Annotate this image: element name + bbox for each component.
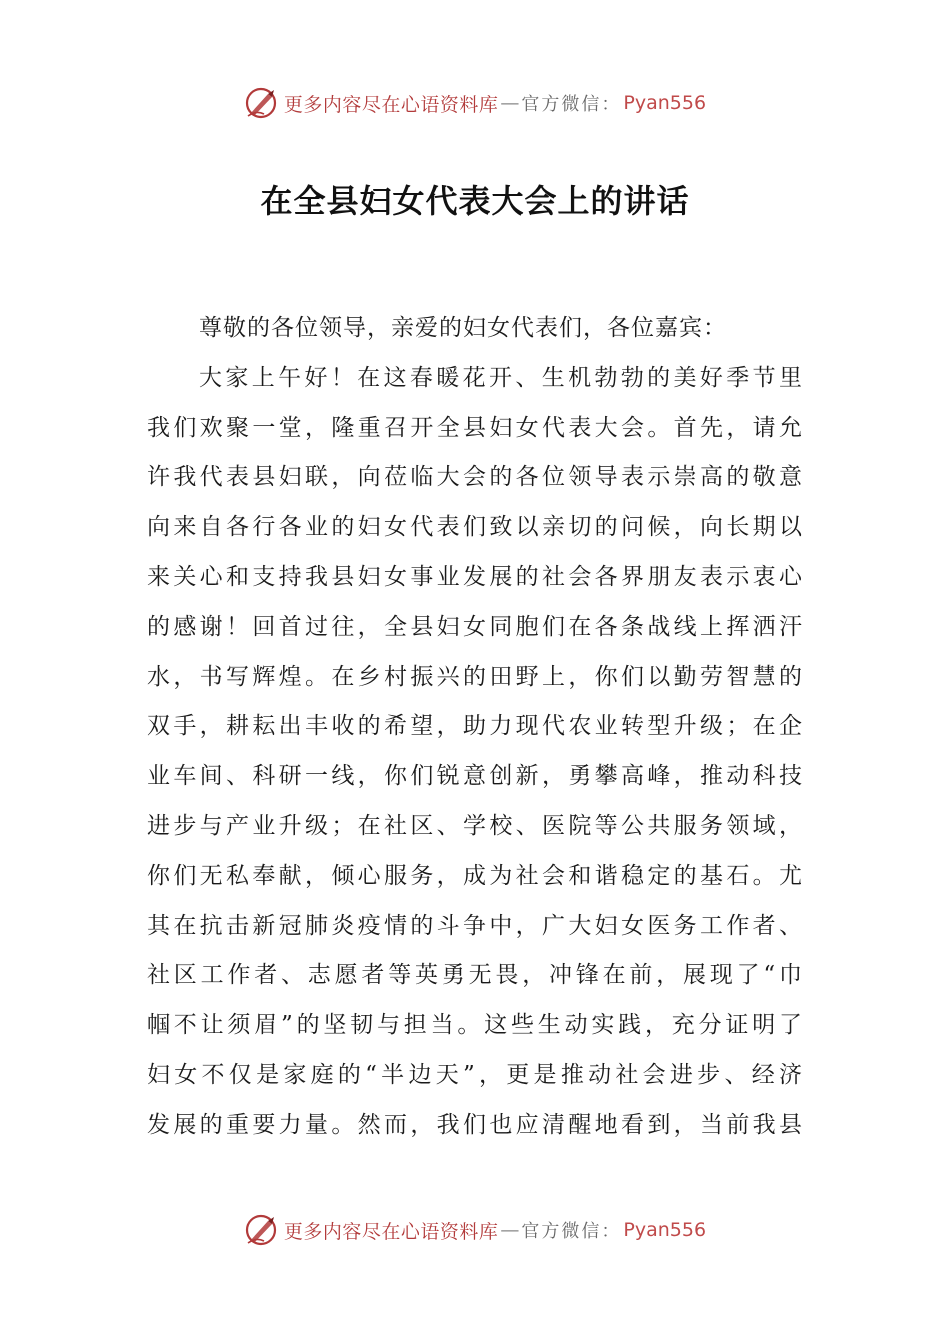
paragraph-line: 社区工作者、志愿者等英勇无畏，冲锋在前，展现了“巾 [147, 962, 803, 989]
paragraph-line: 其在抗击新冠肺炎疫情的斗争中，广大妇女医务工作者、 [147, 912, 803, 939]
watermark-wechat-label: 官方微信： [521, 94, 622, 115]
paragraph-line: 大家上午好！在这春暖花开、生机勃勃的美好季节里 [199, 364, 803, 391]
paragraph-line: 来关心和支持我县妇女事业发展的社会各界朋友表示衷心 [147, 563, 803, 590]
watermark-content [244, 1213, 706, 1247]
paragraph-line: 我们欢聚一堂，隆重召开全县妇女代表大会。首先，请允 [147, 414, 803, 441]
pen-logo-icon [244, 1213, 278, 1247]
document-body [147, 304, 803, 1151]
paragraph-line: 许我代表县妇联，向莅临大会的各位领导表示崇高的敬意 [147, 464, 803, 491]
paragraph-line: 妇女不仅是家庭的“半边天”，更是推动社会进步、经济 [147, 1061, 803, 1088]
watermark-wechat-id: Pyan556 [623, 92, 707, 114]
paragraph-line: 发展的重要力量。然而，我们也应清醒地看到，当前我县 [147, 1111, 803, 1138]
pen-logo-icon [244, 86, 278, 120]
paragraph-line: 进步与产业升级；在社区、学校、医院等公共服务领域， [147, 812, 803, 839]
paragraph-line: 帼不让须眉”的坚韧与担当。这些生动实践，充分证明了 [147, 1012, 803, 1039]
header-watermark [0, 83, 950, 123]
watermark-content [244, 86, 706, 120]
watermark-dash: — [500, 1219, 520, 1241]
footer-watermark [0, 1210, 950, 1250]
paragraph-line: 水，书写辉煌。在乡村振兴的田野上，你们以勤劳智慧的 [147, 663, 803, 690]
paragraph-line: 向来自各行各业的妇女代表们致以亲切的问候，向长期以 [147, 514, 803, 541]
watermark-site-name: 更多内容尽在心语资料库 [283, 1220, 499, 1243]
watermark-site-name: 更多内容尽在心语资料库 [283, 93, 499, 116]
paragraph-line: 双手，耕耘出丰收的希望，助力现代农业转型升级；在企 [147, 713, 803, 740]
salutation-line: 尊敬的各位领导，亲爱的妇女代表们，各位嘉宾： [199, 315, 727, 341]
paragraph-line: 你们无私奉献，倾心服务，成为社会和谐稳定的基石。尤 [147, 862, 803, 889]
paragraph-line: 的感谢！回首过往，全县妇女同胞们在各条战线上挥洒汗 [147, 613, 803, 640]
watermark-wechat-label: 官方微信： [521, 1221, 622, 1242]
watermark-wechat-id: Pyan556 [623, 1219, 707, 1241]
watermark-dash: — [500, 92, 520, 114]
paragraph-line: 业车间、科研一线，你们锐意创新，勇攀高峰，推动科技 [147, 763, 803, 790]
document-title: 在全县妇女代表大会上的讲话 [260, 182, 690, 220]
